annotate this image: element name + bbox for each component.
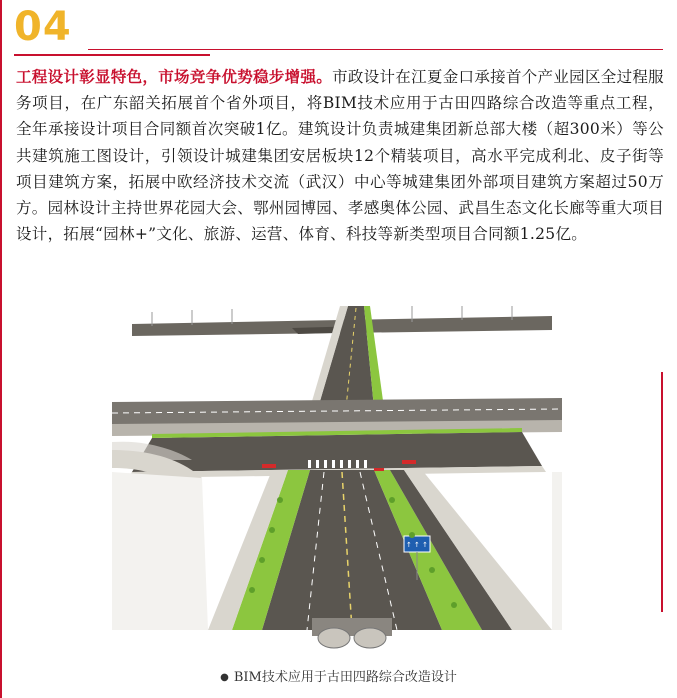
article-lead: 工程设计彰显特色，市场竞争优势稳步增强。 [16,67,333,86]
article-paragraph [16,64,664,247]
section-number: 04 [14,4,72,50]
figure-caption [0,666,677,685]
header-divider [88,49,663,50]
figure-caption-text: BIM技术应用于古田四路综合改造设计 [233,670,457,685]
header-divider-accent [14,54,210,56]
left-border-rule [0,0,2,698]
road-sign-text: ↑ ↑ ↑ [405,541,429,549]
bullet-icon: ● [220,672,229,683]
right-border-rule [661,372,663,612]
article-body: 市政设计在江夏金口承接首个产业园区全过程服务项目，在广东韶关拓展首个省外项目，将BIM技术应用于古田四路综合改造等重点工程，全年承接设计项目合同额首次突破1亿。建筑设计负责城建集团新总部大楼（超300米）等公共建筑施工图设计，引领设计城建集团安居板块12个精装项目，高水平完成利北、皮子街等项目建筑方案，拓展中欧经济技术交流（武汉）中心等城建集团外部项目建筑方案超过50万方。园林设计主持世界花园大会、鄂州园博园、孝感奥体公园、武昌生态文化长廊等重大项目设计，拓展“园林+”文化、旅游、运营、体育、科技等新类型项目合同额1.25亿。 [16,68,664,244]
bim-road-render [112,300,562,660]
